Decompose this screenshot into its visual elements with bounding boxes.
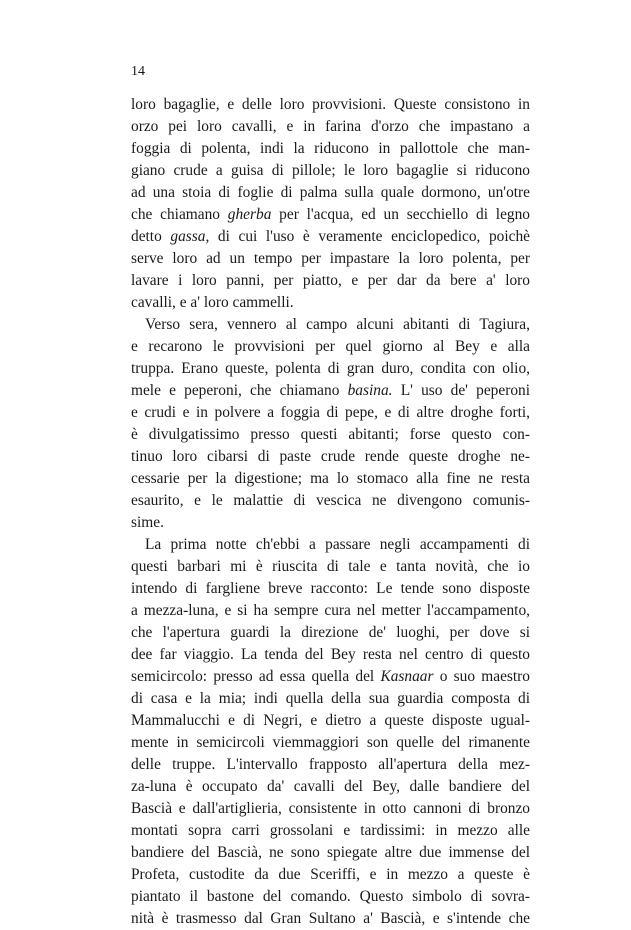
text-segment: che l'apertura guardi la direzione de' luoghi, per dove si <box>131 624 530 641</box>
text-segment: e recarono le provvisioni per quel giorno al Bey e alla <box>131 338 530 355</box>
italic-term: Kasnaar <box>380 668 434 685</box>
text-segment: tinuo loro cibarsi di paste crude rende queste droghe ne- <box>131 448 530 465</box>
italic-term: gassa, <box>170 228 210 245</box>
text-line <box>131 468 530 490</box>
text-line <box>131 732 530 754</box>
text-segment: sime. <box>131 514 164 531</box>
text-line <box>131 314 530 336</box>
text-line <box>131 798 530 820</box>
text-segment: za-luna è occupato da' cavalli del Bey, dalle bandiere del <box>131 778 530 795</box>
text-segment: bandiere del Bascià, ne sono spiegate altre due immense del <box>131 844 530 861</box>
text-line <box>131 160 530 182</box>
text-segment: di cui l'uso è veramente enciclopedico, poichè <box>209 228 531 245</box>
text-segment: cessarie per la digestione; ma lo stomaco alla fine ne resta <box>131 470 530 487</box>
text-segment: La prima notte ch'ebbi a passare negli accampamenti di <box>145 536 530 553</box>
text-segment: detto <box>131 228 171 245</box>
text-line <box>131 94 530 116</box>
text-segment: ad una stoia di foglie di palma sulla quale dormono, un'otre <box>131 184 530 201</box>
text-line <box>131 336 530 358</box>
text-segment: delle truppe. L'intervallo frapposto all'apertura della mez- <box>131 756 530 773</box>
text-segment: serve loro ad un tempo per impastare la loro polenta, per <box>131 250 530 267</box>
text-segment: e crudi e in polvere a foggia di pepe, e di altre droghe forti, <box>131 404 530 421</box>
text-line <box>131 512 530 534</box>
text-line <box>131 204 530 226</box>
text-segment: che chiamano <box>131 206 228 223</box>
text-line <box>131 666 530 688</box>
text-segment: esaurito, e le malattie di vescica ne divengono comunis- <box>131 492 530 509</box>
text-segment: Profeta, custodite da due Sceriffi, e in mezzo a queste è <box>131 866 530 883</box>
text-segment: per l'acqua, ed un secchiello di legno <box>271 206 530 223</box>
body-text <box>131 94 530 930</box>
text-segment: Bascià e dall'artiglieria, consistente in otto cannoni di bronzo <box>131 800 530 817</box>
text-segment: loro bagaglie, e delle loro provvisioni. Queste consistono in <box>131 96 530 113</box>
text-line <box>131 644 530 666</box>
text-segment: Verso sera, vennero al campo alcuni abitanti di Tagiura, <box>145 316 530 333</box>
text-line <box>131 270 530 292</box>
text-line <box>131 622 530 644</box>
text-segment: montati sopra carri grossolani e tardissimi: in mezzo alle <box>131 822 530 839</box>
text-line <box>131 776 530 798</box>
text-segment: nità è trasmesso dal Gran Sultano a' Bascià, e s'intende che <box>131 910 530 927</box>
text-segment: foggia di polenta, indi la riducono in pallottole che man- <box>131 140 530 157</box>
text-line <box>131 424 530 446</box>
italic-term: basina. <box>347 382 393 399</box>
text-segment: intendo di fargliene breve racconto: Le tende sono disposte <box>131 580 530 597</box>
text-segment: L' uso de' peperoni <box>392 382 531 399</box>
text-line <box>131 710 530 732</box>
text-line <box>131 600 530 622</box>
text-segment: questi barbari mi è riuscita di tale e tanta novità, che io <box>131 558 530 575</box>
text-line <box>131 182 530 204</box>
text-line <box>131 534 530 556</box>
text-segment: o suo maestro <box>433 668 530 685</box>
text-line <box>131 886 530 908</box>
text-line <box>131 402 530 424</box>
page-number: 14 <box>131 64 145 79</box>
text-line <box>131 138 530 160</box>
text-segment: è divulgatissimo presso questi abitanti; forse questo con- <box>131 426 530 443</box>
text-line <box>131 556 530 578</box>
text-segment: di casa e la mia; indi quella della sua guardia composta di <box>131 690 530 707</box>
text-line <box>131 688 530 710</box>
text-line <box>131 842 530 864</box>
text-segment: piantato il bastone del comando. Questo simbolo di sovra- <box>131 888 530 905</box>
text-segment: a mezza-luna, e si ha sempre cura nel metter l'accampamento, <box>131 602 530 619</box>
text-line <box>131 446 530 468</box>
text-line <box>131 864 530 886</box>
italic-term: gherba <box>227 206 272 223</box>
text-segment: cavalli, e a' loro cammelli. <box>131 294 294 311</box>
text-line <box>131 908 530 930</box>
text-line <box>131 116 530 138</box>
text-segment: mele e peperoni, che chiamano <box>131 382 348 399</box>
text-segment: Mammalucchi e di Negri, e dietro a queste disposte ugual- <box>131 712 530 729</box>
text-line <box>131 754 530 776</box>
text-line <box>131 820 530 842</box>
text-segment: lavare i loro panni, per piatto, e per dar da bere a' loro <box>131 272 530 289</box>
text-segment: truppa. Erano queste, polenta di gran duro, condita con olio, <box>131 360 530 377</box>
text-line <box>131 578 530 600</box>
text-line <box>131 490 530 512</box>
text-line <box>131 248 530 270</box>
text-segment: semicircolo: presso ad essa quella del <box>131 668 381 685</box>
text-segment: orzo pei loro cavalli, e in farina d'orzo che impastano a <box>131 118 530 135</box>
text-line <box>131 292 530 314</box>
text-segment: giano crude a guisa di pillole; le loro bagaglie si riducono <box>131 162 530 179</box>
text-line <box>131 380 530 402</box>
text-line <box>131 226 530 248</box>
text-segment: mente in semicircoli viemmaggiori son quelle del rimanente <box>131 734 530 751</box>
text-line <box>131 358 530 380</box>
text-segment: dee far viaggio. La tenda del Bey resta nel centro di questo <box>131 646 530 663</box>
